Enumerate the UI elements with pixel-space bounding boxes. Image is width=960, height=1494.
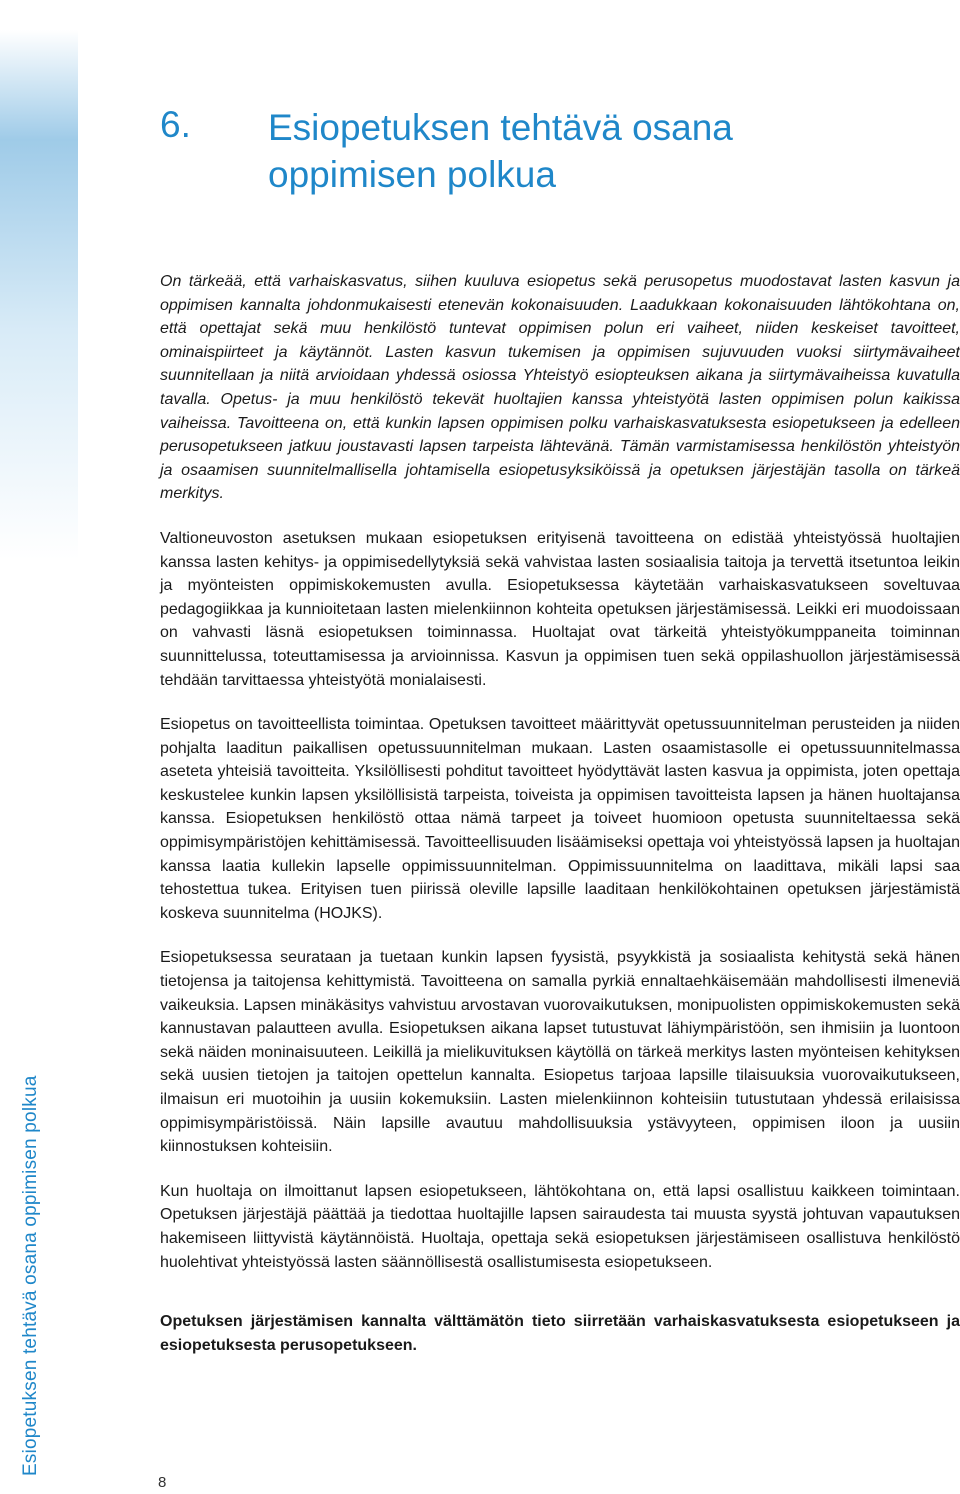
- sidebar-running-title: Esiopetuksen tehtävä osana oppimisen polkua: [20, 1075, 41, 1476]
- paragraph: Kun huoltaja on ilmoittanut lapsen esiopetukseen, lähtökohtana on, että lapsi osallistuu kaikkeen toimintaan. Opetuksen järjestäjä päättää ja tiedottaa huoltajille lapsen sairaudesta tai muusta syystä johtuvan vapautuksen hakemiseen liittyvistä käytännöistä. Huoltaja, opettaja sekä esiopetuksen järjestämiseen osallistuva henkilöstö huolehtivat yhteistyössä lasten säännöllisestä osallistumisesta esiopetukseen.: [160, 1182, 960, 1271]
- chapter-title: Esiopetuksen tehtävä osana oppimisen polkua: [268, 107, 733, 195]
- paragraph: Esiopetus on tavoitteellista toimintaa. Opetuksen tavoitteet määrittyvät opetussuunnitelman perusteiden ja niiden pohjalta laaditun paikallisen opetussuunnitelman mukaan. Lasten osaamistasolle ei opetussuunnitelmassa aseteta yhteisiä tavoitteita. Yksilöllisesti pohditut tavoitteet hyödyttävät lasten kasvua ja oppimista, joten opettaja keskustelee kunkin lapsen yksilöllisistä tarpeista, toiveista ja oppimisen tavoitteista lapsen ja hänen huoltajansa kanssa. Esiopetuksen henkilöstö ottaa nämä tarpeet ja toiveet huomioon opetusta suunniteltaessa sekä oppimisympäristöjen kehittämisessä. Tavoitteellisuuden lisäämiseksi opettaja voi yhteistyössä lapsen ja huoltajan kanssa laatia kullekin lapselle oppimissuunnitelman. Oppimissuunnitelma on laadittava, mikäli lapsi saa tehostettua tukea. Erityisen tuen piirissä oleville lapsille laaditaan henkilökohtainen opetuksen järjestämistä koskeva suunnitelma (HOJKS).: [160, 716, 960, 922]
- paragraph-emphasis: Opetuksen järjestämisen kannalta välttämätön tieto siirretään varhaiskasvatuksesta esiopetukseen ja esiopetuksesta perusopetukseen.: [160, 1313, 960, 1354]
- chapter-number: 6.: [160, 104, 191, 145]
- paragraph-intro: On tärkeää, että varhaiskasvatus, siihen kuuluva esiopetus sekä perusopetus muodostavat lasten kasvun ja oppimisen kannalta johdonmukaisesti etenevän kokonaisuuden. Laadukkaan kokonaisuuden lähtökohtana on, että opettajat sekä muu henkilöstö tuntevat oppimisen polun eri vaiheet, niiden keskeiset tavoitteet, ominaispiirteet ja käytännöt. Lasten kasvun tukemisen ja oppimisen sujuvuuden vuoksi siirtymävaiheet suunnitellaan ja niitä arvioidaan yhdessä osiossa Yhteistyö esiopteuksen aikana ja siirtymävaiheissa kuvatulla tavalla. Opetus- ja muu henkilöstö tekevät huoltajien kanssa yhteistyötä lasten oppimisen polun kaikissa vaiheissa. Tavoitteena on, että kunkin lapsen oppimisen polku varhaiskasvatuksesta esiopetukseen ja edelleen perusopetukseen jatkuu joustavasti lapsen tarpeista lähtevänä. Tämän varmistamisessa henkilöstön yhteistyön ja osaamisen suunnitelmallisella johtamisella esiopetusyksiköissä ja opetuksen järjestäjän tasolla on tärkeä merkitys.: [160, 273, 960, 503]
- paragraph: Esiopetuksessa seurataan ja tuetaan kunkin lapsen fyysistä, psyykkistä ja sosiaalista kehitystä sekä hänen tietojensa ja taitojensa kehittymistä. Tavoitteena on samalla pyrkiä ennaltaehkäisemään mahdollisesti ilmeneviä vaikeuksia. Lapsen minäkäsitys vahvistuu arvostavan vuorovaikutuksen, monipuolisten oppimiskokemusten sekä kannustavan palautteen avulla. Esiopetuksen aikana lapset tutustuvat lähiympäristöön, sen ihmisiin ja luontoon sekä näiden moninaisuuteen. Leikillä ja mielikuvituksen käytöllä on tärkeä merkitys lasten myönteisen kehityksen sekä uusien tietojen ja taitojen opettelun kannalta. Esiopetus tarjoaa lapsille tilaisuuksia vuorovaikutukseen, ilmaisun eri muotoihin ja uusiin kokemuksiin. Lasten mielenkiinnon kohteisiin tutustutaan yhdessä erilaisissa oppimisympäristöissä. Näin lapsille avautuu mahdollisuuksia ystävyyteen, oppimisen iloon ja uusiin kiinnostuksen kohteisiin.: [160, 949, 960, 1156]
- body-text: [160, 270, 960, 1378]
- page-number: 8: [158, 1474, 167, 1491]
- paragraph: Valtioneuvoston asetuksen mukaan esiopetuksen erityisenä tavoitteena on edistää yhteistyössä huoltajien kanssa lasten kehitys- ja oppimisedellytyksiä sekä vahvistaa lasten sosiaalisia taitoja ja tervettä itsetuntoa leikin ja myönteisten oppimiskokemusten avulla. Esiopetuksessa käytetään varhaiskasvatukseen soveltuvaa pedagogiikkaa ja kunnioitetaan lasten mielenkiinnon kohteita opetuksen järjestämisessä. Leikki eri muodoissaan on vahvasti läsnä esiopetuksen toiminnassa. Huoltajat ovat tärkeitä yhteistyökumppaneita toiminnan suunnittelussa, toteuttamisessa ja arvioinnissa. Kasvun ja oppimisen tuen sekä oppilashuollon järjestämisessä tehdään tarvittaessa yhteistyötä monialaisesti.: [160, 529, 960, 689]
